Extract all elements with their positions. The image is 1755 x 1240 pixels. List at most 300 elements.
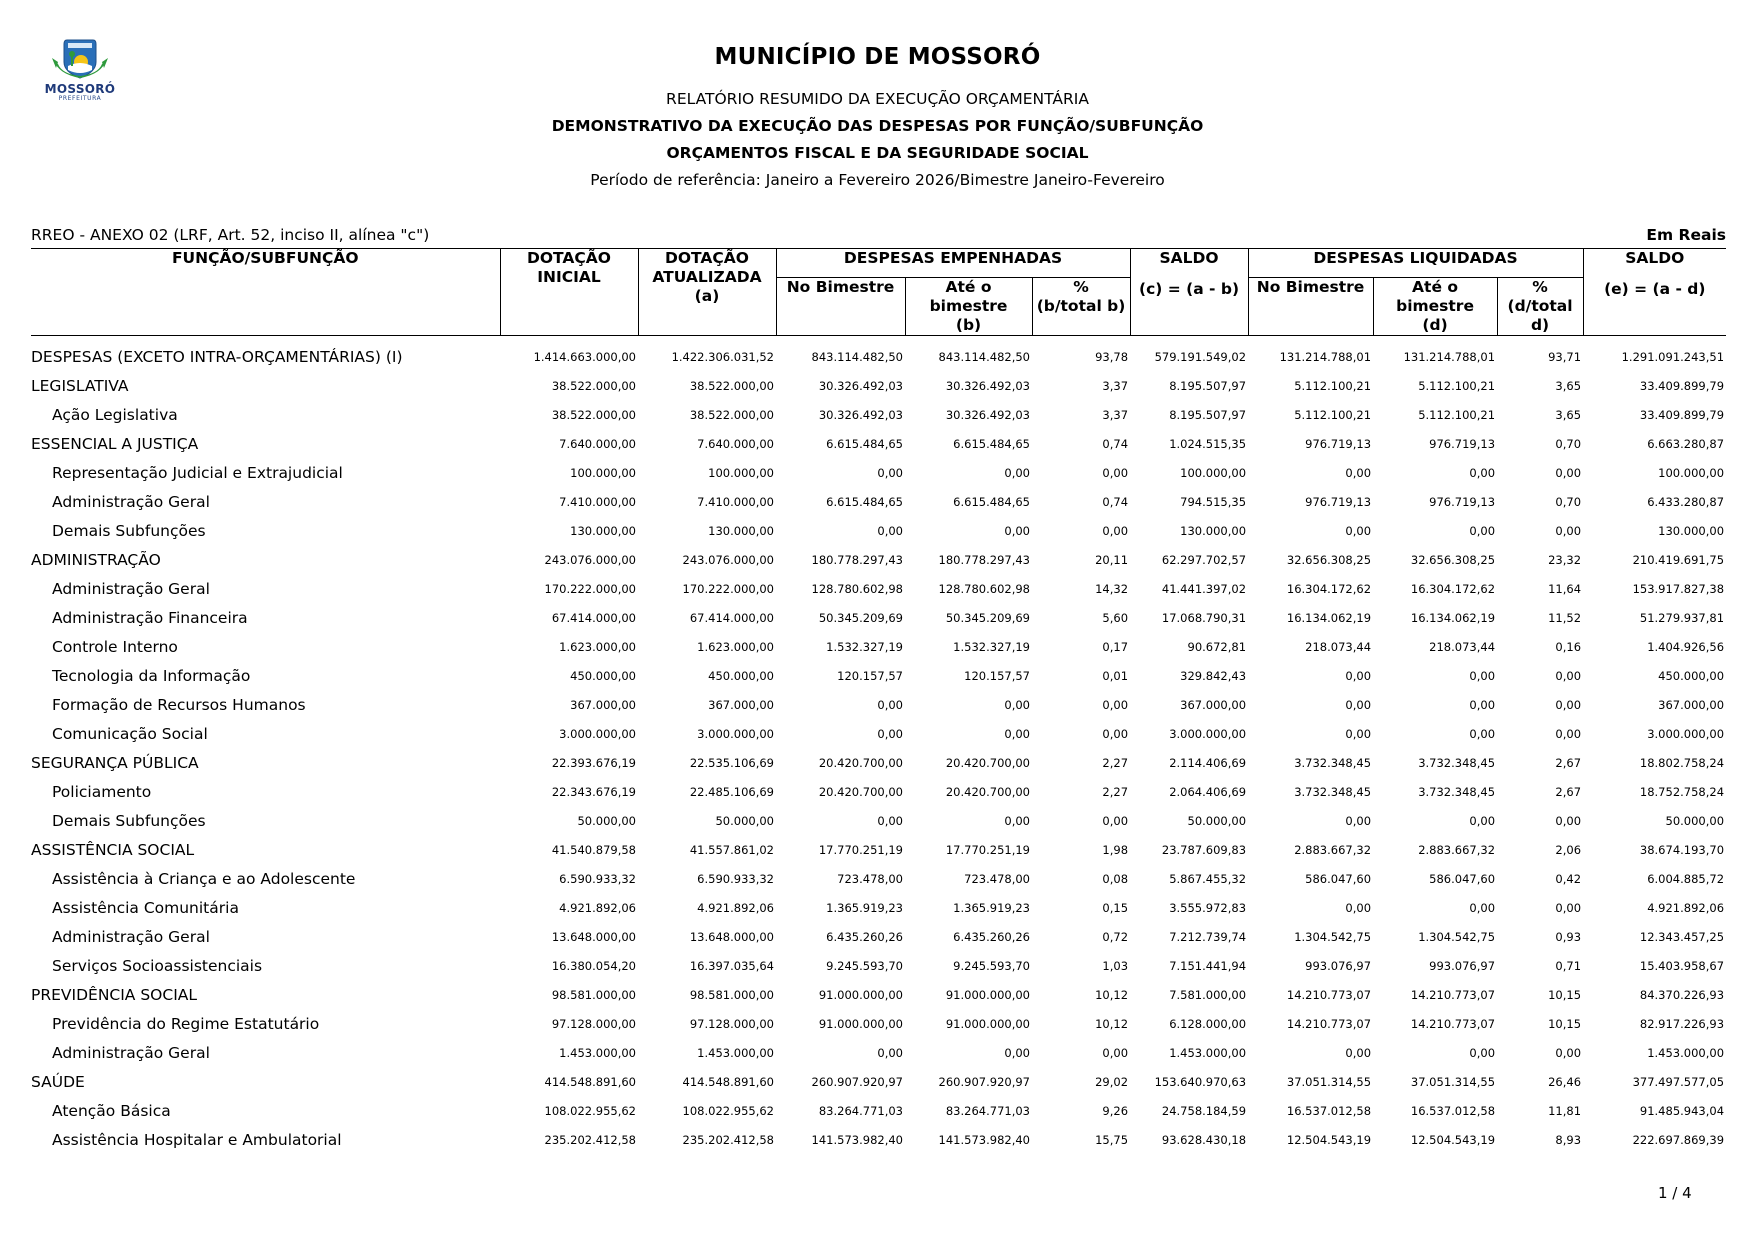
cell-liq-pct: 0,93 bbox=[1555, 929, 1582, 944]
cell-liq-no-bimestre: 2.883.667,32 bbox=[1294, 842, 1372, 857]
cell-liq-ate-bimestre: 976.719,13 bbox=[1429, 436, 1496, 451]
reference-period: Período de referência: Janeiro a Fevereiro 2026/Bimestre Janeiro-Fevereiro bbox=[590, 171, 1165, 189]
col-dotacao-inicial-header bbox=[500, 249, 638, 336]
page-title: MUNICÍPIO DE MOSSORÓ bbox=[714, 44, 1041, 70]
row-label: Tecnologia da Informação bbox=[52, 666, 251, 685]
cell-emp-ate-bimestre: 20.420.700,00 bbox=[945, 755, 1030, 770]
table-row-subfunction bbox=[31, 661, 1726, 690]
cell-dotacao-atualizada: 7.640.000,00 bbox=[697, 436, 774, 451]
cell-emp-no-bimestre: 6.435.260,26 bbox=[826, 929, 903, 944]
expenses-table bbox=[31, 248, 1726, 1154]
cell-liq-ate-bimestre: 3.732.348,45 bbox=[1418, 755, 1496, 770]
report-scope: ORÇAMENTOS FISCAL E DA SEGURIDADE SOCIAL bbox=[666, 144, 1089, 162]
table-row-function bbox=[31, 336, 1726, 372]
currency-unit: Em Reais bbox=[1646, 226, 1726, 244]
row-label: DESPESAS (EXCETO INTRA-ORÇAMENTÁRIAS) (I) bbox=[31, 347, 403, 366]
cell-emp-no-bimestre: 0,00 bbox=[877, 465, 903, 480]
cell-liq-ate-bimestre: 0,00 bbox=[1469, 1045, 1496, 1060]
cell-emp-no-bimestre: 128.780.602,98 bbox=[811, 581, 903, 596]
cell-emp-pct: 0,15 bbox=[1102, 900, 1129, 915]
cell-dotacao-inicial: 22.343.676,19 bbox=[551, 784, 636, 799]
row-label: Assistência Comunitária bbox=[52, 898, 239, 917]
cell-liq-ate-bimestre: 131.214.788,01 bbox=[1403, 349, 1496, 364]
cell-dotacao-inicial: 100.000,00 bbox=[570, 465, 636, 480]
cell-dotacao-atualizada: 1.453.000,00 bbox=[697, 1045, 774, 1060]
cell-saldo-c: 3.555.972,83 bbox=[1169, 900, 1247, 915]
cell-emp-no-bimestre: 91.000.000,00 bbox=[818, 1016, 903, 1031]
cell-emp-ate-bimestre: 0,00 bbox=[1004, 697, 1030, 712]
row-label: Representação Judicial e Extrajudicial bbox=[52, 463, 343, 482]
cell-saldo-c: 17.068.790,31 bbox=[1161, 610, 1247, 625]
cell-saldo-c: 23.787.609,83 bbox=[1161, 842, 1247, 857]
cell-liq-pct: 11,52 bbox=[1548, 610, 1582, 625]
cell-emp-no-bimestre: 1.365.919,23 bbox=[826, 900, 903, 915]
cell-emp-pct: 0,17 bbox=[1102, 639, 1129, 654]
cell-liq-pct: 2,67 bbox=[1555, 784, 1582, 799]
cell-saldo-c: 2.114.406,69 bbox=[1169, 755, 1247, 770]
table-row-subfunction bbox=[31, 719, 1726, 748]
cell-emp-no-bimestre: 50.345.209,69 bbox=[818, 610, 903, 625]
cell-dotacao-atualizada: 4.921.892,06 bbox=[697, 900, 774, 915]
cell-dotacao-inicial: 7.640.000,00 bbox=[559, 436, 636, 451]
cell-emp-ate-bimestre: 20.420.700,00 bbox=[945, 784, 1030, 799]
header-text: (a) bbox=[694, 287, 720, 305]
cell-saldo-c: 8.195.507,97 bbox=[1169, 407, 1247, 422]
cell-dotacao-atualizada: 130.000,00 bbox=[708, 523, 774, 538]
cell-liq-ate-bimestre: 586.047,60 bbox=[1429, 871, 1496, 886]
cell-emp-no-bimestre: 1.532.327,19 bbox=[826, 639, 903, 654]
header-text: DOTAÇÃO bbox=[665, 249, 749, 267]
cell-dotacao-atualizada: 367.000,00 bbox=[708, 697, 774, 712]
cell-liq-no-bimestre: 0,00 bbox=[1345, 465, 1372, 480]
cell-dotacao-inicial: 1.623.000,00 bbox=[559, 639, 636, 654]
cell-dotacao-atualizada: 38.522.000,00 bbox=[689, 407, 774, 422]
cell-liq-ate-bimestre: 2.883.667,32 bbox=[1418, 842, 1496, 857]
cell-dotacao-atualizada: 22.535.106,69 bbox=[689, 755, 774, 770]
cell-emp-pct: 1,03 bbox=[1102, 958, 1129, 973]
logo-subtitle: PREFEITURA bbox=[58, 95, 102, 102]
cell-liq-no-bimestre: 218.073,44 bbox=[1305, 639, 1372, 654]
row-label: Administração Geral bbox=[52, 1043, 210, 1062]
cell-liq-pct: 0,00 bbox=[1555, 697, 1582, 712]
cell-saldo-c: 794.515,35 bbox=[1180, 494, 1247, 509]
cell-emp-no-bimestre: 30.326.492,03 bbox=[818, 407, 903, 422]
cell-emp-no-bimestre: 9.245.593,70 bbox=[826, 958, 903, 973]
cell-liq-pct: 0,00 bbox=[1555, 900, 1582, 915]
cell-emp-pct: 10,12 bbox=[1095, 987, 1129, 1002]
cell-dotacao-inicial: 170.222.000,00 bbox=[544, 581, 636, 596]
cell-liq-ate-bimestre: 0,00 bbox=[1469, 813, 1496, 828]
cell-liq-no-bimestre: 37.051.314,55 bbox=[1286, 1074, 1372, 1089]
cell-saldo-e: 33.409.899,79 bbox=[1639, 378, 1725, 393]
cell-dotacao-inicial: 97.128.000,00 bbox=[551, 1016, 636, 1031]
report-name: RELATÓRIO RESUMIDO DA EXECUÇÃO ORÇAMENTÁRIA bbox=[666, 90, 1089, 108]
cell-emp-pct: 0,01 bbox=[1102, 668, 1129, 683]
cell-emp-no-bimestre: 0,00 bbox=[877, 523, 903, 538]
cell-liq-ate-bimestre: 12.504.543,19 bbox=[1410, 1132, 1496, 1147]
row-label: ESSENCIAL A JUSTIÇA bbox=[31, 434, 199, 453]
cell-emp-ate-bimestre: 0,00 bbox=[1004, 726, 1030, 741]
cell-emp-pct: 0,00 bbox=[1102, 1045, 1129, 1060]
cell-saldo-e: 3.000.000,00 bbox=[1647, 726, 1725, 741]
table-row-subfunction bbox=[31, 951, 1726, 980]
row-label: Controle Interno bbox=[52, 637, 178, 656]
table-row-subfunction bbox=[31, 516, 1726, 545]
header-text: (d) bbox=[1422, 316, 1448, 334]
cell-liq-no-bimestre: 1.304.542,75 bbox=[1294, 929, 1372, 944]
cell-emp-pct: 0,00 bbox=[1102, 523, 1129, 538]
cell-dotacao-inicial: 22.393.676,19 bbox=[551, 755, 636, 770]
cell-saldo-e: 222.697.869,39 bbox=[1632, 1132, 1725, 1147]
cell-emp-ate-bimestre: 0,00 bbox=[1004, 523, 1030, 538]
cell-emp-no-bimestre: 141.573.982,40 bbox=[811, 1132, 903, 1147]
cell-dotacao-inicial: 4.921.892,06 bbox=[559, 900, 636, 915]
cell-dotacao-atualizada: 67.414.000,00 bbox=[689, 610, 774, 625]
cell-dotacao-atualizada: 38.522.000,00 bbox=[689, 378, 774, 393]
cell-saldo-c: 90.672,81 bbox=[1187, 639, 1247, 654]
cell-saldo-c: 93.628.430,18 bbox=[1161, 1132, 1247, 1147]
cell-dotacao-atualizada: 414.548.891,60 bbox=[682, 1074, 774, 1089]
cell-liq-ate-bimestre: 976.719,13 bbox=[1429, 494, 1496, 509]
cell-saldo-c: 5.867.455,32 bbox=[1169, 871, 1247, 886]
header-text: INICIAL bbox=[537, 268, 601, 286]
row-label: Previdência do Regime Estatutário bbox=[52, 1014, 320, 1033]
row-label: Comunicação Social bbox=[52, 724, 208, 743]
cell-liq-pct: 2,06 bbox=[1555, 842, 1582, 857]
cell-emp-no-bimestre: 723.478,00 bbox=[837, 871, 903, 886]
cell-emp-pct: 3,37 bbox=[1102, 378, 1129, 393]
cell-emp-no-bimestre: 120.157,57 bbox=[837, 668, 903, 683]
cell-liq-no-bimestre: 16.134.062,19 bbox=[1286, 610, 1372, 625]
cell-liq-no-bimestre: 586.047,60 bbox=[1305, 871, 1372, 886]
col-emp-ate-bimestre-header bbox=[905, 278, 1032, 336]
table-row-subfunction bbox=[31, 1038, 1726, 1067]
row-label: Assistência à Criança e ao Adolescente bbox=[52, 869, 356, 888]
col-saldo-e-header bbox=[1583, 249, 1726, 336]
table-row-subfunction bbox=[31, 1009, 1726, 1038]
cell-dotacao-atualizada: 1.623.000,00 bbox=[697, 639, 774, 654]
cell-dotacao-atualizada: 22.485.106,69 bbox=[689, 784, 774, 799]
cell-saldo-e: 377.497.577,05 bbox=[1632, 1074, 1725, 1089]
header-text: Até o bimestre bbox=[929, 278, 1008, 315]
cell-dotacao-atualizada: 3.000.000,00 bbox=[697, 726, 774, 741]
cell-emp-ate-bimestre: 1.532.327,19 bbox=[953, 639, 1030, 654]
cell-liq-no-bimestre: 16.304.172,62 bbox=[1286, 581, 1372, 596]
cell-liq-no-bimestre: 131.214.788,01 bbox=[1279, 349, 1372, 364]
cell-emp-pct: 2,27 bbox=[1102, 784, 1129, 799]
cell-emp-no-bimestre: 6.615.484,65 bbox=[826, 494, 903, 509]
cell-saldo-e: 6.663.280,87 bbox=[1647, 436, 1725, 451]
group-despesas-liquidadas-header: DESPESAS LIQUIDADAS bbox=[1248, 249, 1583, 278]
cell-saldo-c: 7.581.000,00 bbox=[1169, 987, 1247, 1002]
cell-emp-pct: 0,00 bbox=[1102, 813, 1129, 828]
row-label: ASSISTÊNCIA SOCIAL bbox=[31, 840, 195, 859]
cell-saldo-c: 2.064.406,69 bbox=[1169, 784, 1247, 799]
cell-liq-pct: 0,00 bbox=[1555, 1045, 1582, 1060]
cell-dotacao-inicial: 1.453.000,00 bbox=[559, 1045, 636, 1060]
cell-saldo-e: 6.004.885,72 bbox=[1647, 871, 1725, 886]
cell-liq-no-bimestre: 32.656.308,25 bbox=[1286, 552, 1372, 567]
cell-saldo-c: 7.212.739,74 bbox=[1169, 929, 1247, 944]
cell-dotacao-atualizada: 108.022.955,62 bbox=[682, 1103, 774, 1118]
cell-saldo-e: 1.404.926,56 bbox=[1647, 639, 1725, 654]
cell-emp-no-bimestre: 0,00 bbox=[877, 726, 903, 741]
cell-emp-pct: 0,00 bbox=[1102, 726, 1129, 741]
cell-saldo-e: 210.419.691,75 bbox=[1632, 552, 1725, 567]
cell-dotacao-inicial: 7.410.000,00 bbox=[559, 494, 636, 509]
cell-dotacao-atualizada: 98.581.000,00 bbox=[689, 987, 774, 1002]
cell-dotacao-inicial: 3.000.000,00 bbox=[559, 726, 636, 741]
cell-liq-ate-bimestre: 16.537.012,58 bbox=[1410, 1103, 1496, 1118]
col-dotacao-atualizada-header bbox=[638, 249, 776, 336]
cell-dotacao-inicial: 414.548.891,60 bbox=[544, 1074, 636, 1089]
report-subtitle: DEMONSTRATIVO DA EXECUÇÃO DAS DESPESAS POR FUNÇÃO/SUBFUNÇÃO bbox=[551, 117, 1204, 135]
cell-emp-pct: 15,75 bbox=[1095, 1132, 1129, 1147]
cell-emp-no-bimestre: 17.770.251,19 bbox=[818, 842, 903, 857]
cell-emp-no-bimestre: 20.420.700,00 bbox=[818, 755, 903, 770]
logo-name: MOSSORÓ bbox=[44, 82, 116, 96]
cell-dotacao-inicial: 367.000,00 bbox=[570, 697, 636, 712]
cell-liq-no-bimestre: 14.210.773,07 bbox=[1286, 987, 1372, 1002]
header-text: DOTAÇÃO bbox=[527, 249, 611, 267]
col-emp-pct-header bbox=[1032, 278, 1130, 336]
row-label: Administração Geral bbox=[52, 927, 210, 946]
cell-emp-pct: 10,12 bbox=[1095, 1016, 1129, 1031]
cell-emp-ate-bimestre: 17.770.251,19 bbox=[945, 842, 1030, 857]
cell-liq-ate-bimestre: 0,00 bbox=[1469, 668, 1496, 683]
cell-saldo-e: 84.370.226,93 bbox=[1639, 987, 1725, 1002]
col-liq-pct-header bbox=[1497, 278, 1583, 336]
cell-saldo-e: 130.000,00 bbox=[1658, 523, 1725, 538]
cell-emp-pct: 20,11 bbox=[1095, 552, 1129, 567]
cell-emp-no-bimestre: 0,00 bbox=[877, 1045, 903, 1060]
cell-liq-pct: 0,42 bbox=[1555, 871, 1582, 886]
cell-dotacao-inicial: 98.581.000,00 bbox=[551, 987, 636, 1002]
cell-emp-pct: 29,02 bbox=[1095, 1074, 1129, 1089]
cell-emp-ate-bimestre: 83.264.771,03 bbox=[945, 1103, 1030, 1118]
header-text: (c) = (a - b) bbox=[1138, 280, 1240, 298]
row-label: Demais Subfunções bbox=[52, 811, 206, 830]
cell-dotacao-atualizada: 41.557.861,02 bbox=[689, 842, 774, 857]
table-row-subfunction bbox=[31, 458, 1726, 487]
row-label: ADMINISTRAÇÃO bbox=[31, 550, 161, 569]
cell-emp-ate-bimestre: 1.365.919,23 bbox=[953, 900, 1030, 915]
table-row-function bbox=[31, 371, 1726, 400]
table-row-subfunction bbox=[31, 632, 1726, 661]
cell-emp-ate-bimestre: 0,00 bbox=[1004, 813, 1030, 828]
header-text: % bbox=[1532, 278, 1548, 296]
cell-liq-ate-bimestre: 14.210.773,07 bbox=[1410, 1016, 1496, 1031]
col-saldo-c-header bbox=[1130, 249, 1248, 336]
cell-dotacao-inicial: 41.540.879,58 bbox=[551, 842, 636, 857]
cell-emp-ate-bimestre: 6.615.484,65 bbox=[953, 436, 1030, 451]
header-text: Até o bimestre bbox=[1396, 278, 1474, 315]
cell-dotacao-inicial: 235.202.412,58 bbox=[544, 1132, 636, 1147]
cell-saldo-c: 8.195.507,97 bbox=[1169, 378, 1247, 393]
cell-saldo-c: 24.758.184,59 bbox=[1161, 1103, 1247, 1118]
cell-saldo-c: 41.441.397,02 bbox=[1161, 581, 1247, 596]
cell-liq-no-bimestre: 3.732.348,45 bbox=[1294, 755, 1372, 770]
cell-emp-ate-bimestre: 128.780.602,98 bbox=[938, 581, 1030, 596]
cell-emp-ate-bimestre: 91.000.000,00 bbox=[945, 1016, 1030, 1031]
cell-liq-ate-bimestre: 32.656.308,25 bbox=[1410, 552, 1496, 567]
cell-liq-pct: 0,70 bbox=[1555, 494, 1582, 509]
table-header bbox=[31, 249, 1726, 336]
cell-liq-no-bimestre: 0,00 bbox=[1345, 1045, 1372, 1060]
cell-saldo-c: 1.453.000,00 bbox=[1169, 1045, 1247, 1060]
row-label: PREVIDÊNCIA SOCIAL bbox=[31, 985, 198, 1004]
cell-saldo-e: 38.674.193,70 bbox=[1639, 842, 1725, 857]
cell-emp-pct: 0,08 bbox=[1102, 871, 1129, 886]
cell-liq-pct: 0,70 bbox=[1555, 436, 1582, 451]
row-label: LEGISLATIVA bbox=[31, 376, 129, 395]
cell-liq-pct: 23,32 bbox=[1548, 552, 1582, 567]
cell-dotacao-atualizada: 6.590.933,32 bbox=[697, 871, 774, 886]
cell-emp-ate-bimestre: 9.245.593,70 bbox=[953, 958, 1030, 973]
row-label: Ação Legislativa bbox=[52, 405, 178, 424]
cell-saldo-e: 15.403.958,67 bbox=[1639, 958, 1725, 973]
cell-emp-ate-bimestre: 260.907.920,97 bbox=[938, 1074, 1030, 1089]
cell-saldo-c: 3.000.000,00 bbox=[1169, 726, 1247, 741]
cell-saldo-c: 367.000,00 bbox=[1180, 697, 1247, 712]
cell-liq-pct: 0,00 bbox=[1555, 668, 1582, 683]
cell-saldo-c: 579.191.549,02 bbox=[1154, 349, 1247, 364]
cell-dotacao-inicial: 50.000,00 bbox=[577, 813, 636, 828]
cell-saldo-c: 130.000,00 bbox=[1180, 523, 1247, 538]
cell-emp-ate-bimestre: 6.615.484,65 bbox=[953, 494, 1030, 509]
row-label: Administração Geral bbox=[52, 579, 210, 598]
cell-saldo-e: 91.485.943,04 bbox=[1639, 1103, 1725, 1118]
cell-emp-ate-bimestre: 843.114.482,50 bbox=[938, 349, 1030, 364]
cell-emp-ate-bimestre: 30.326.492,03 bbox=[945, 407, 1030, 422]
cell-liq-no-bimestre: 0,00 bbox=[1345, 726, 1372, 741]
cell-saldo-e: 50.000,00 bbox=[1665, 813, 1725, 828]
table-row-function bbox=[31, 1067, 1726, 1096]
cell-emp-ate-bimestre: 180.778.297,43 bbox=[938, 552, 1030, 567]
cell-saldo-e: 12.343.457,25 bbox=[1639, 929, 1725, 944]
cell-dotacao-inicial: 38.522.000,00 bbox=[551, 378, 636, 393]
cell-emp-ate-bimestre: 50.345.209,69 bbox=[945, 610, 1030, 625]
header-text: SALDO bbox=[1625, 249, 1685, 267]
cell-liq-ate-bimestre: 218.073,44 bbox=[1429, 639, 1496, 654]
cell-liq-ate-bimestre: 37.051.314,55 bbox=[1410, 1074, 1496, 1089]
row-label: Atenção Básica bbox=[52, 1101, 171, 1120]
cell-liq-pct: 8,93 bbox=[1555, 1132, 1582, 1147]
cell-saldo-c: 1.024.515,35 bbox=[1169, 436, 1247, 451]
cell-emp-no-bimestre: 30.326.492,03 bbox=[818, 378, 903, 393]
cell-emp-pct: 93,78 bbox=[1095, 349, 1129, 364]
cell-liq-ate-bimestre: 16.304.172,62 bbox=[1410, 581, 1496, 596]
row-label: Assistência Hospitalar e Ambulatorial bbox=[52, 1130, 342, 1149]
table-row-subfunction bbox=[31, 574, 1726, 603]
cell-liq-pct: 10,15 bbox=[1548, 987, 1582, 1002]
table-row-subfunction bbox=[31, 690, 1726, 719]
cell-emp-ate-bimestre: 6.435.260,26 bbox=[953, 929, 1030, 944]
cell-saldo-c: 329.842,43 bbox=[1180, 668, 1247, 683]
cell-liq-pct: 0,00 bbox=[1555, 465, 1582, 480]
table-row-function bbox=[31, 545, 1726, 574]
cell-saldo-c: 100.000,00 bbox=[1180, 465, 1247, 480]
cell-dotacao-atualizada: 7.410.000,00 bbox=[697, 494, 774, 509]
cell-liq-no-bimestre: 0,00 bbox=[1345, 668, 1372, 683]
cell-emp-ate-bimestre: 30.326.492,03 bbox=[945, 378, 1030, 393]
cell-liq-no-bimestre: 976.719,13 bbox=[1305, 494, 1372, 509]
cell-emp-pct: 0,72 bbox=[1102, 929, 1129, 944]
table-body bbox=[31, 336, 1726, 1155]
cell-liq-ate-bimestre: 0,00 bbox=[1469, 523, 1496, 538]
cell-emp-pct: 0,00 bbox=[1102, 697, 1129, 712]
header-text: (e) = (a - d) bbox=[1604, 280, 1706, 298]
cell-liq-pct: 2,67 bbox=[1555, 755, 1582, 770]
cell-liq-pct: 10,15 bbox=[1548, 1016, 1582, 1031]
cell-dotacao-inicial: 38.522.000,00 bbox=[551, 407, 636, 422]
col-emp-no-bimestre-header: No Bimestre bbox=[776, 278, 905, 336]
cell-liq-ate-bimestre: 5.112.100,21 bbox=[1418, 407, 1496, 422]
cell-emp-no-bimestre: 91.000.000,00 bbox=[818, 987, 903, 1002]
table-row-subfunction bbox=[31, 922, 1726, 951]
annex-reference: RREO - ANEXO 02 (LRF, Art. 52, inciso II, alínea "c") bbox=[31, 226, 430, 244]
cell-liq-pct: 0,00 bbox=[1555, 813, 1582, 828]
table-row-subfunction bbox=[31, 893, 1726, 922]
col-funcao-header: FUNÇÃO/SUBFUNÇÃO bbox=[31, 249, 500, 336]
cell-dotacao-atualizada: 16.397.035,64 bbox=[689, 958, 774, 973]
cell-emp-no-bimestre: 83.264.771,03 bbox=[818, 1103, 903, 1118]
cell-liq-no-bimestre: 16.537.012,58 bbox=[1286, 1103, 1372, 1118]
cell-saldo-e: 82.917.226,93 bbox=[1639, 1016, 1725, 1031]
cell-dotacao-inicial: 130.000,00 bbox=[570, 523, 636, 538]
group-despesas-empenhadas-header: DESPESAS EMPENHADAS bbox=[776, 249, 1130, 278]
cell-emp-pct: 2,27 bbox=[1102, 755, 1129, 770]
header-text: ATUALIZADA bbox=[652, 268, 762, 286]
table-row-function bbox=[31, 980, 1726, 1009]
cell-emp-pct: 5,60 bbox=[1102, 610, 1129, 625]
cell-liq-pct: 26,46 bbox=[1548, 1074, 1582, 1089]
cell-liq-pct: 11,81 bbox=[1548, 1103, 1582, 1118]
table-row-subfunction bbox=[31, 1125, 1726, 1154]
page-number: 1 / 4 bbox=[1658, 1184, 1692, 1202]
row-label: SAÚDE bbox=[31, 1072, 85, 1091]
cell-emp-no-bimestre: 0,00 bbox=[877, 813, 903, 828]
cell-liq-pct: 93,71 bbox=[1548, 349, 1582, 364]
cell-dotacao-inicial: 450.000,00 bbox=[570, 668, 636, 683]
cell-emp-pct: 0,00 bbox=[1102, 465, 1129, 480]
table-row-subfunction bbox=[31, 487, 1726, 516]
cell-liq-ate-bimestre: 0,00 bbox=[1469, 900, 1496, 915]
cell-dotacao-atualizada: 100.000,00 bbox=[708, 465, 774, 480]
cell-saldo-c: 153.640.970,63 bbox=[1154, 1074, 1247, 1089]
cell-emp-no-bimestre: 6.615.484,65 bbox=[826, 436, 903, 451]
cell-emp-pct: 1,98 bbox=[1102, 842, 1129, 857]
cell-liq-ate-bimestre: 1.304.542,75 bbox=[1418, 929, 1496, 944]
cell-saldo-e: 18.752.758,24 bbox=[1639, 784, 1725, 799]
cell-liq-no-bimestre: 3.732.348,45 bbox=[1294, 784, 1372, 799]
row-label: Administração Geral bbox=[52, 492, 210, 511]
cell-liq-pct: 0,00 bbox=[1555, 726, 1582, 741]
cell-liq-ate-bimestre: 993.076,97 bbox=[1429, 958, 1496, 973]
cell-emp-ate-bimestre: 91.000.000,00 bbox=[945, 987, 1030, 1002]
cell-emp-no-bimestre: 180.778.297,43 bbox=[811, 552, 903, 567]
cell-saldo-e: 100.000,00 bbox=[1658, 465, 1725, 480]
cell-saldo-e: 1.291.091.243,51 bbox=[1621, 349, 1725, 364]
row-label: Administração Financeira bbox=[52, 608, 248, 627]
row-label: Formação de Recursos Humanos bbox=[52, 695, 306, 714]
cell-dotacao-inicial: 13.648.000,00 bbox=[551, 929, 636, 944]
table-row-subfunction bbox=[31, 777, 1726, 806]
cell-liq-ate-bimestre: 16.134.062,19 bbox=[1410, 610, 1496, 625]
cell-saldo-c: 7.151.441,94 bbox=[1169, 958, 1247, 973]
cell-liq-ate-bimestre: 0,00 bbox=[1469, 697, 1496, 712]
table-row-subfunction bbox=[31, 603, 1726, 632]
